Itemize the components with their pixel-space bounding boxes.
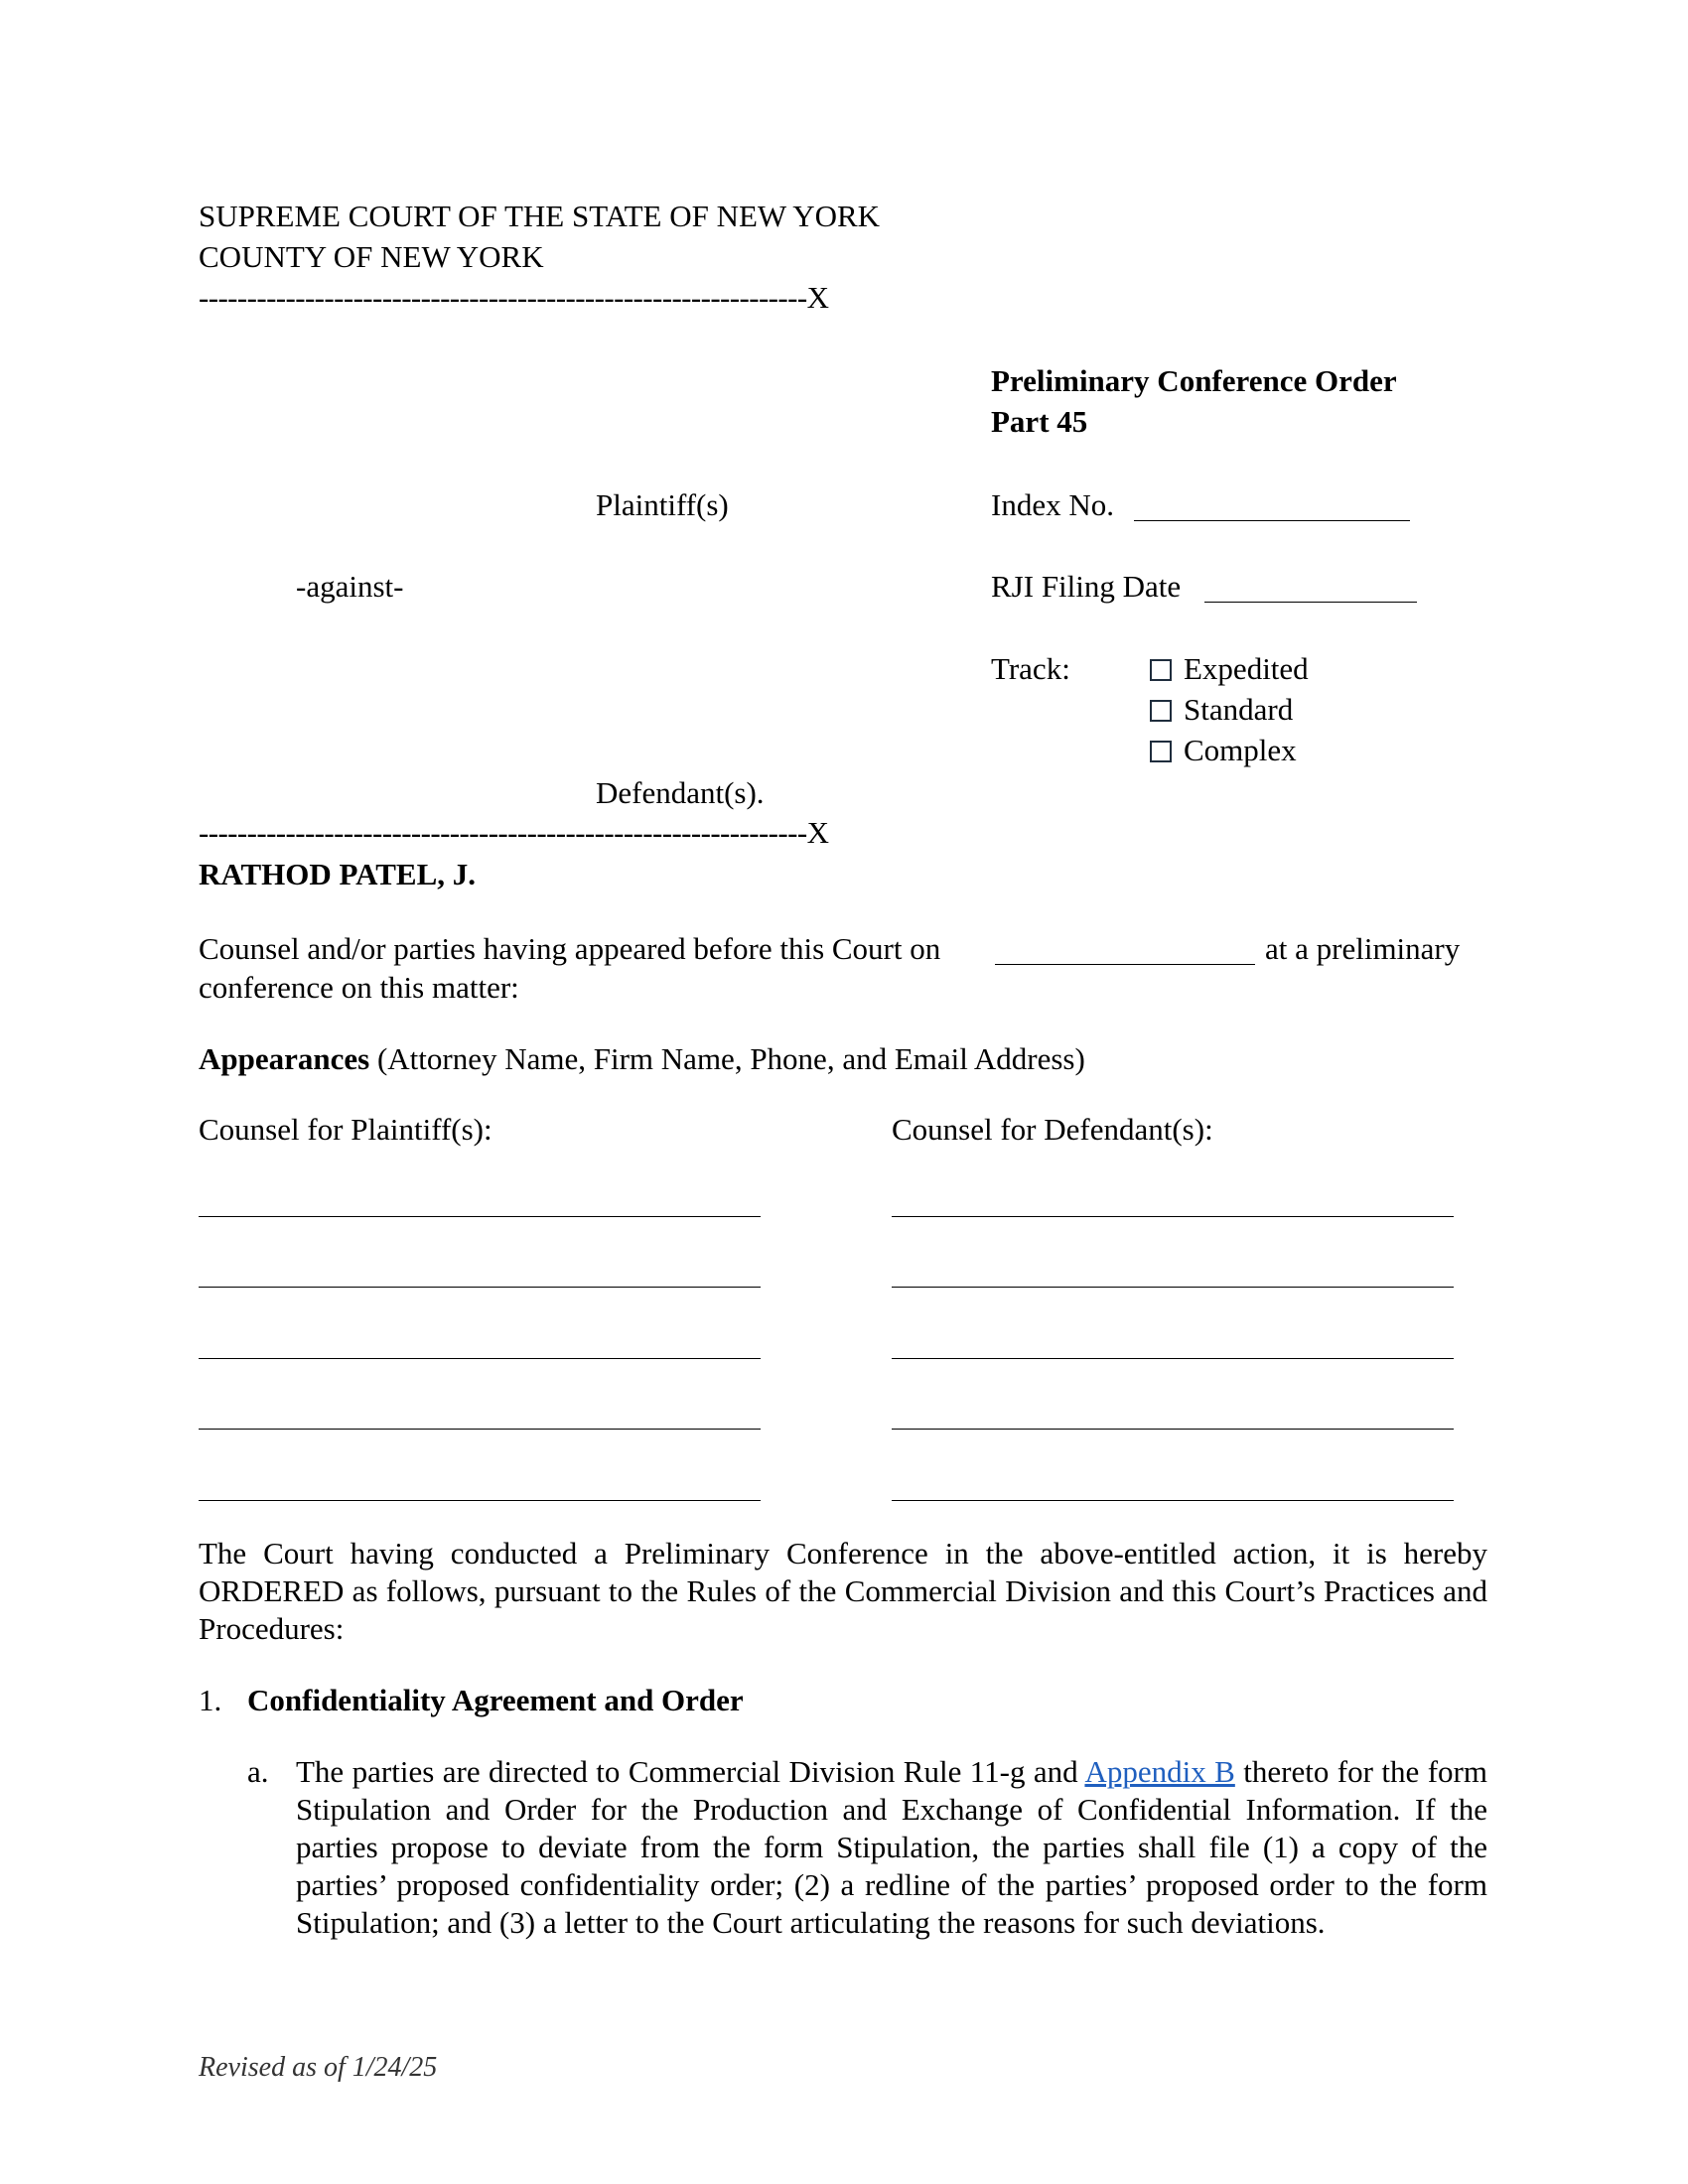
expedited-checkbox[interactable] <box>1150 659 1172 681</box>
defendant-counsel-line[interactable] <box>892 1287 1454 1288</box>
index-number-label: Index No. <box>991 487 1114 522</box>
index-number-line <box>1134 520 1410 521</box>
plaintiff-counsel-line[interactable] <box>199 1287 761 1288</box>
item-a-paragraph <box>296 1753 1487 1942</box>
item-a-text-end: thereto for the form Stipulation and Order for the Production and Exchange of Confidential Information. If the parties propose to deviate from the form Stipulation, the parties shall file (1) a copy of the parties’ proposed confidentiality order; (2) a redline of the parties’ proposed order to the form Stipulation; and (3) a letter to the Court articulating the reasons for such deviations. <box>296 1754 1487 1940</box>
court-name: SUPREME COURT OF THE STATE OF NEW YORK <box>199 199 881 233</box>
track-option-standard[interactable] <box>1150 691 1293 729</box>
index-number-field[interactable] <box>1134 486 1410 524</box>
against-label: -against- <box>296 569 404 604</box>
ordered-paragraph: The Court having conducted a Preliminary Conference in the above-entitled action, it is hereby ORDERED as follows, pursuant to the Rules of the Commercial Division and this Court’s Practices and Procedures: <box>199 1536 1487 1646</box>
rji-date-field[interactable] <box>1204 568 1417 606</box>
defendant-counsel-label: Counsel for Defendant(s): <box>892 1112 1213 1147</box>
appearance-date-field[interactable] <box>995 930 1255 968</box>
defendant-counsel-line[interactable] <box>892 1500 1454 1501</box>
item-a-letter: a. <box>247 1754 269 1789</box>
caption-divider-bottom: ---------------------------------------------------------------X <box>199 815 829 850</box>
section-1-title: Confidentiality Agreement and Order <box>247 1683 744 1717</box>
plaintiff-counsel-line[interactable] <box>199 1429 761 1430</box>
complex-checkbox[interactable] <box>1150 741 1172 762</box>
rji-date-label: RJI Filing Date <box>991 569 1182 604</box>
plaintiff-counsel-label: Counsel for Plaintiff(s): <box>199 1112 492 1147</box>
expedited-label: Expedited <box>1184 651 1309 686</box>
track-option-expedited[interactable] <box>1150 650 1309 688</box>
order-title: Preliminary Conference Order <box>991 363 1397 398</box>
defendant-counsel-line[interactable] <box>892 1358 1454 1359</box>
plaintiff-counsel-line[interactable] <box>199 1216 761 1217</box>
standard-checkbox[interactable] <box>1150 700 1172 722</box>
appendix-b-link[interactable]: Appendix B <box>1084 1754 1235 1789</box>
defendant-counsel-line[interactable] <box>892 1216 1454 1217</box>
judge-name: RATHOD PATEL, J. <box>199 857 477 891</box>
plaintiff-counsel-line[interactable] <box>199 1358 761 1359</box>
appearances-heading-detail: (Attorney Name, Firm Name, Phone, and Email Address) <box>369 1041 1085 1076</box>
rji-date-line <box>1204 602 1417 603</box>
order-part: Part 45 <box>991 404 1088 439</box>
item-a-text-start: The parties are directed to Commercial Division Rule 11-g and <box>296 1754 1085 1789</box>
track-label: Track: <box>991 651 1070 686</box>
plaintiff-label: Plaintiff(s) <box>596 487 729 522</box>
appearance-intro: Counsel and/or parties having appeared before this Court on <box>199 931 941 966</box>
standard-label: Standard <box>1184 692 1294 727</box>
defendant-counsel-line[interactable] <box>892 1429 1454 1430</box>
appearance-intro-end: at a preliminary <box>1265 931 1461 966</box>
section-1-number: 1. <box>199 1683 222 1717</box>
plaintiff-counsel-line[interactable] <box>199 1500 761 1501</box>
track-option-complex[interactable] <box>1150 732 1297 769</box>
appearances-heading <box>199 1040 1085 1078</box>
county-name: COUNTY OF NEW YORK <box>199 239 544 274</box>
complex-label: Complex <box>1184 733 1297 767</box>
revision-date: Revised as of 1/24/25 <box>199 2052 438 2083</box>
appearance-date-line <box>995 964 1255 965</box>
appearance-intro-line2: conference on this matter: <box>199 970 519 1005</box>
defendant-label: Defendant(s). <box>596 775 765 810</box>
appearances-heading-bold: Appearances <box>199 1041 370 1076</box>
caption-divider-top: ---------------------------------------------------------------X <box>199 280 829 315</box>
